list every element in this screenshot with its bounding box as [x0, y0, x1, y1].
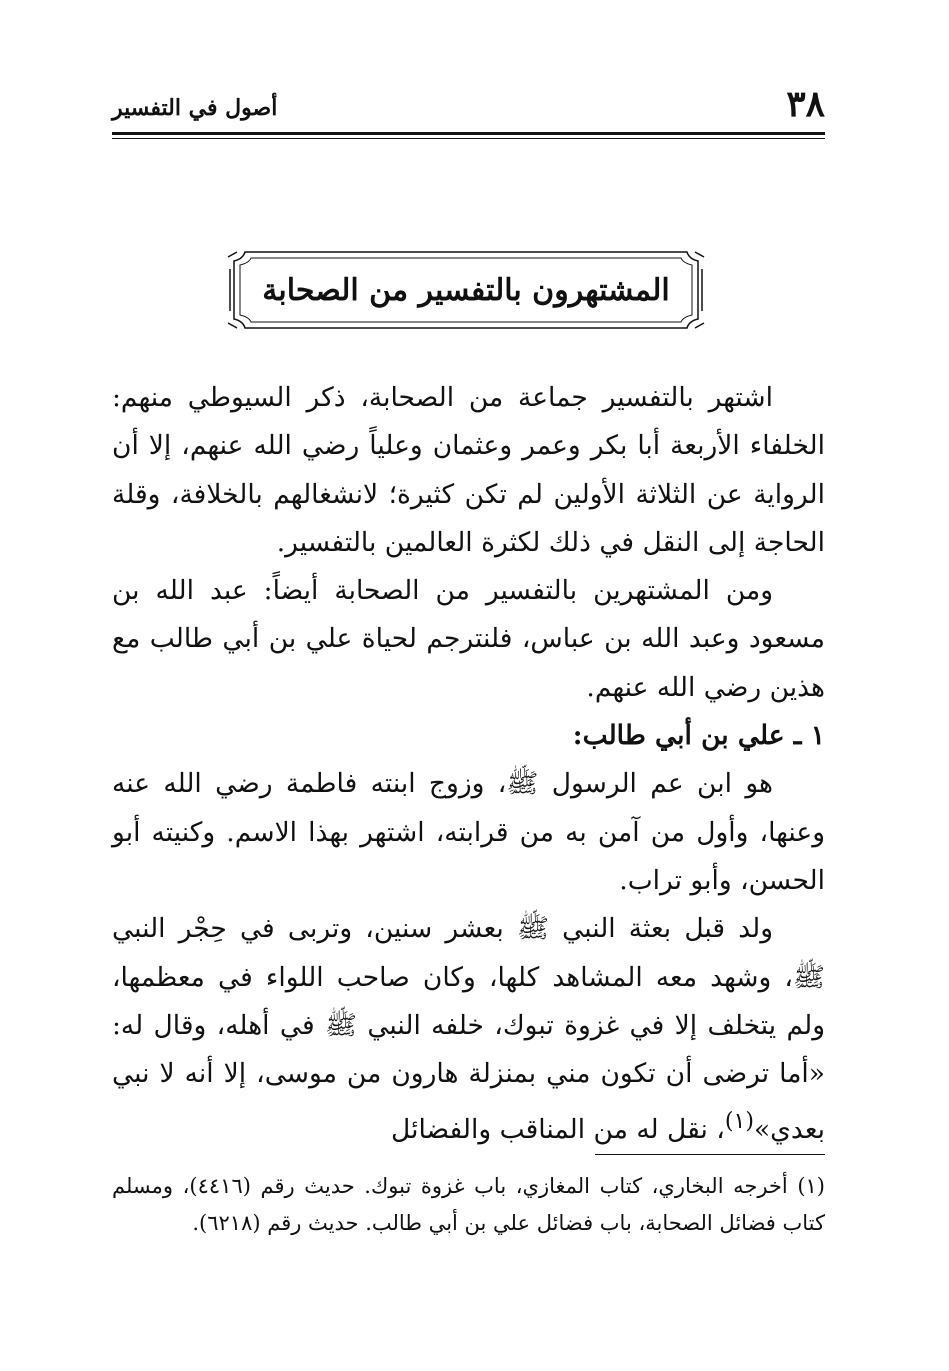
section-title: المشتهرون بالتفسير من الصحابة	[262, 272, 670, 308]
paragraph-tail: ، نقل له من المناقب والفضائل	[391, 1114, 725, 1146]
paragraph: اشتهر بالتفسير جماعة من الصحابة، ذكر السيوطي منهم: الخلفاء الأربعة أبا بكر وعمر وعثمان وعلياً رضي الله عنهم، إلا أن الرواية عن الثلاثة الأولين لم تكن كثيرة؛ لانشغالهم بالخلافة، وقلة الحاجة إلى النقل في ذلك لكثرة العالمين بالتفسير.	[112, 382, 825, 558]
paragraph: ومن المشتهرين بالتفسير من الصحابة أيضاً: عبد الله بن مسعود وعبد الله بن عباس، فلنترجم لحياة علي بن أبي طالب مع هذين رضي الله عنهم.	[112, 575, 825, 703]
body-text	[112, 374, 825, 1155]
footnote-text: (١) أخرجه البخاري، كتاب المغازي، باب غزوة تبوك. حديث رقم (٤٤١٦)، ومسلم كتاب فضائل الصحابة، باب فضائل علي بن أبي طالب. حديث رقم (٦٢١٨).	[112, 1174, 825, 1235]
footnote-marker: (١)	[724, 1109, 754, 1135]
section-title-frame	[227, 249, 705, 331]
paragraph	[112, 905, 825, 1154]
paragraph-text: ولد قبل بعثة النبي ﷺ بعشر سنين، وتربى في حِجْر النبي ﷺ، وشهد معه المشاهد كلها، وكان صاحب اللواء في معظمها، ولم يتخلف إلا في غزوة تبوك، خلفه النبي ﷺ في أهله، وقال له: «أما ترضى أن تكون مني بمنزلة هارون من موسى، إلا أنه لا نبي بعدي»	[112, 913, 825, 1146]
paragraph: هو ابن عم الرسول ﷺ، وزوج ابنته فاطمة رضي الله عنه وعنها، وأول من آمن به من قرابته، اشتهر بهذا الاسم. وكنيته أبو الحسن، وأبو تراب.	[112, 768, 825, 896]
running-title: أصول في التفسير	[112, 95, 278, 121]
header-rule-thick	[112, 132, 825, 135]
footnote	[112, 1168, 825, 1242]
footnote-rule	[595, 1154, 825, 1155]
subheading: ١ ـ علي بن أبي طالب:	[572, 720, 825, 752]
page-number: ٣٨	[786, 83, 825, 125]
running-header	[112, 84, 825, 130]
header-rule-thin	[112, 138, 825, 139]
